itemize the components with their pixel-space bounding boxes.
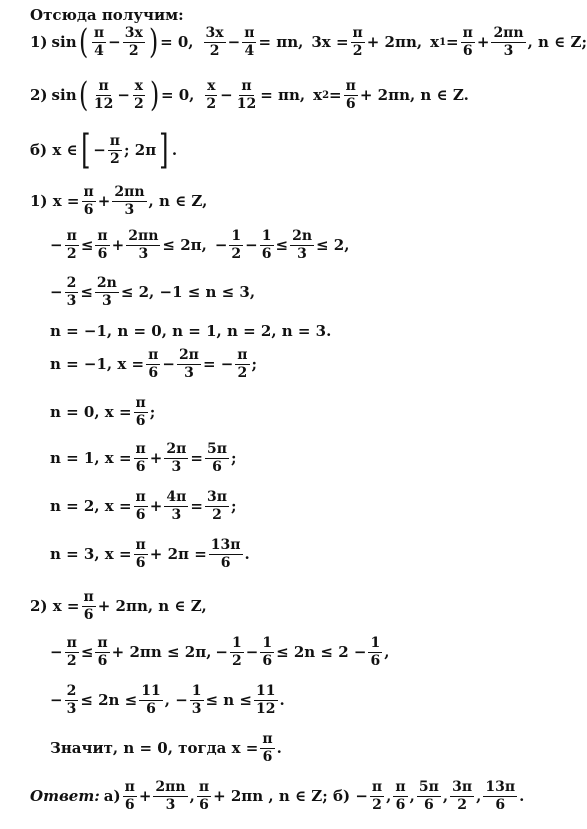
fraction: $\frac{2\pi n}{3}$ <box>493 24 524 59</box>
fraction: $\frac{13\pi}{6}$ <box>485 779 516 813</box>
fraction: $\frac{3x}{2}$ <box>124 24 143 59</box>
fraction: $\frac{11}{6}$ <box>141 683 161 717</box>
fraction: $\frac{2\pi n}{3}$ <box>155 779 186 813</box>
fraction: $\frac{\pi}{6}$ <box>83 184 94 218</box>
fraction: $\frac{2\pi n}{3}$ <box>128 228 159 262</box>
fraction: $\frac{\pi}{2}$ <box>109 132 121 167</box>
fraction: $\frac{\pi}{2}$ <box>352 24 363 59</box>
fraction: $\frac{\pi}{2}$ <box>66 635 77 669</box>
b1-inequality-1: − $\frac{\pi}{2}$ ≤ $\frac{\pi}{6}$ + $\frac{2\pi n}{3}$ ≤ 2π, − $\frac{1}{2}$ − $\frac{1}{6}$ ≤ $\frac{2n}{3}$ ≤ 2, <box>50 228 350 262</box>
fraction: $\frac{2}{3}$ <box>66 683 77 717</box>
case1-line: 1) sin ( $\frac{\pi}{4}$ − $\frac{3x}{2}$ ) = 0, $\frac{3x}{2}$ − $\frac{\pi}{4}$ = πn, 3x = $\frac{\pi}{2}$ + 2πn, x 1 = $\frac{\pi}{6}$ + $\frac{2\pi n}{3}$ , n ∈ Z; <box>30 22 587 62</box>
fraction: $\frac{\pi}{12}$ <box>93 77 114 112</box>
fraction: $\frac{13\pi}{6}$ <box>210 537 241 571</box>
fraction: $\frac{\pi}{6}$ <box>135 441 146 475</box>
fraction: $\frac{\pi}{6}$ <box>135 489 146 523</box>
b1-n-values: n = −1, n = 0, n = 1, n = 2, n = 3. <box>50 322 332 340</box>
b2-inequality-1: − $\frac{\pi}{2}$ ≤ $\frac{\pi}{6}$ + 2πn ≤ 2π, − $\frac{1}{2}$ − $\frac{1}{6}$ ≤ 2n ≤ 2 − $\frac{1}{6}$ , <box>50 635 390 669</box>
fraction: $\frac{1}{2}$ <box>231 228 242 262</box>
b2-head: 2) x = $\frac{\pi}{6}$ + 2πn, n ∈ Z, <box>30 589 207 623</box>
answer-line: Ответ: а) $\frac{\pi}{6}$ + $\frac{2\pi n}{3}$ , $\frac{\pi}{6}$ + 2πn , n ∈ Z; б) − $\frac{\pi}{2}$ , $\frac{\pi}{6}$ , $\frac{5\pi}{6}$ , $\frac{3\pi}{2}$ , $\frac{13\pi}{6}$ . <box>30 779 525 813</box>
fraction: $\frac{\pi}{6}$ <box>262 731 273 765</box>
case-number: 1) <box>30 33 48 51</box>
sin-label: sin <box>51 86 77 104</box>
case-number: 2) <box>30 86 48 104</box>
paren-open: ( <box>78 22 88 62</box>
fraction: $\frac{\pi}{4}$ <box>93 24 105 59</box>
fraction: $\frac{\pi}{6}$ <box>83 589 94 623</box>
b1-case-n-1: n = 1, x = $\frac{\pi}{6}$ + $\frac{2\pi}{3}$ = $\frac{5\pi}{6}$ ; <box>50 441 237 475</box>
answer-label: Ответ: <box>30 787 100 806</box>
fraction: $\frac{\pi}{2}$ <box>371 779 383 813</box>
b1-case-n-minus-1: n = −1, x = $\frac{\pi}{6}$ − $\frac{2\pi}{3}$ = − $\frac{\pi}{2}$ ; <box>50 347 258 381</box>
b2-conclusion: Значит, n = 0, тогда x = $\frac{\pi}{6}$ . <box>50 731 282 765</box>
fraction: $\frac{1}{3}$ <box>191 683 202 717</box>
fraction: $\frac{3x}{2}$ <box>205 24 224 59</box>
fraction: $\frac{\pi}{6}$ <box>97 635 108 669</box>
fraction: $\frac{\pi}{4}$ <box>244 24 255 59</box>
fraction: $\frac{\pi}{6}$ <box>345 77 356 112</box>
fraction: $\frac{\pi}{6}$ <box>148 347 159 381</box>
fraction: $\frac{2\pi n}{3}$ <box>114 184 145 218</box>
heading-text: Отсюда получим: <box>30 6 184 24</box>
b1-case-n-2: n = 2, x = $\frac{\pi}{6}$ + $\frac{4\pi}{3}$ = $\frac{3\pi}{2}$ ; <box>50 489 237 523</box>
fraction: $\frac{\pi}{2}$ <box>237 347 248 381</box>
interval-line: б) x ∈ [ − $\frac{\pi}{2}$ ; 2π ] . <box>30 127 178 173</box>
fraction: $\frac{\pi}{6}$ <box>198 779 210 813</box>
fraction: $\frac{2n}{3}$ <box>292 228 312 262</box>
sin-label: sin <box>51 33 77 51</box>
paren-close: ) <box>148 22 159 62</box>
fraction: $\frac{x}{2}$ <box>206 77 217 112</box>
case2-line: 2) sin ( $\frac{\pi}{12}$ − $\frac{x}{2}$ ) = 0, $\frac{x}{2}$ − $\frac{\pi}{12}$ = πn, x 2 = $\frac{\pi}{6}$ + 2πn, n ∈ Z. <box>30 75 469 115</box>
fraction: $\frac{5\pi}{6}$ <box>418 779 439 813</box>
b1-inequality-2: − $\frac{2}{3}$ ≤ $\frac{2n}{3}$ ≤ 2, −1 ≤ n ≤ 3, <box>50 275 256 309</box>
b1-case-n-3: n = 3, x = $\frac{\pi}{6}$ + 2π = $\frac{13\pi}{6}$ . <box>50 537 250 571</box>
fraction: $\frac{\pi}{6}$ <box>135 395 146 429</box>
fraction: $\frac{1}{6}$ <box>370 635 381 669</box>
fraction: $\frac{11}{12}$ <box>256 683 276 717</box>
fraction: $\frac{\pi}{6}$ <box>395 779 406 813</box>
fraction: $\frac{\pi}{2}$ <box>66 228 77 262</box>
fraction: $\frac{2}{3}$ <box>66 275 77 309</box>
fraction: $\frac{4\pi}{3}$ <box>166 489 187 523</box>
fraction: $\frac{3\pi}{2}$ <box>452 779 473 813</box>
b1-head: 1) x = $\frac{\pi}{6}$ + $\frac{2\pi n}{3}$ , n ∈ Z, <box>30 184 208 218</box>
fraction: $\frac{1}{6}$ <box>261 228 272 262</box>
heading <box>30 6 184 24</box>
fraction: $\frac{2\pi}{3}$ <box>178 347 199 381</box>
fraction: $\frac{\pi}{6}$ <box>97 228 108 262</box>
fraction: $\frac{5\pi}{6}$ <box>206 441 227 475</box>
fraction: $\frac{\pi}{6}$ <box>124 779 135 813</box>
fraction: $\frac{\pi}{12}$ <box>236 77 257 112</box>
fraction: $\frac{1}{6}$ <box>262 635 273 669</box>
fraction: $\frac{1}{2}$ <box>232 635 242 669</box>
fraction: $\frac{3\pi}{2}$ <box>206 489 227 523</box>
fraction: $\frac{2\pi}{3}$ <box>166 441 187 475</box>
fraction: $\frac{\pi}{6}$ <box>462 24 473 59</box>
b2-inequality-2: − $\frac{2}{3}$ ≤ 2n ≤ $\frac{11}{6}$ , − $\frac{1}{3}$ ≤ n ≤ $\frac{11}{12}$ . <box>50 683 285 717</box>
fraction: $\frac{\pi}{6}$ <box>135 537 146 571</box>
fraction: $\frac{x}{2}$ <box>133 77 144 112</box>
fraction: $\frac{2n}{3}$ <box>96 275 117 309</box>
b1-case-n-0: n = 0, x = $\frac{\pi}{6}$ ; <box>50 395 156 429</box>
